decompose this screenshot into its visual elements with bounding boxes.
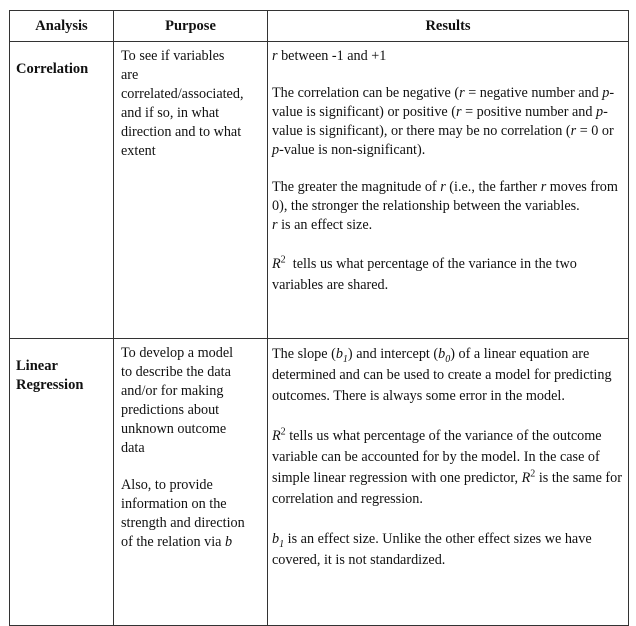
results-cell — [268, 42, 629, 339]
analysis-cell: Correlation — [10, 42, 114, 339]
table-row-correlation — [10, 42, 629, 339]
analysis-table — [9, 10, 629, 626]
purpose-cell: To see if variables are correlated/associated, and if so, in what direction and to what extent — [114, 42, 268, 339]
r2-text: $R^2$ tells us what percentage of the variance in the two variables are shared. — [272, 254, 577, 293]
sign-text: The correlation can be negative (r = negative number and p-value is significant) or positive (r = positive number and p-value is significant), or there may be no correlation (r = 0 or p-value is non-significant). — [272, 85, 615, 158]
b1-text: $b_1$ is an effect size. Unlike the other effect sizes we have covered, it is not standardized. — [272, 531, 592, 568]
slope-text: The slope $(b_1)$ and intercept $(b_0)$ of a linear equation are determined and can be used to create a model for predicting outcomes. There is always some error in the model. — [272, 346, 612, 404]
range-text: r between -1 and +1 — [272, 48, 387, 64]
table-row-regression — [10, 339, 629, 626]
magnitude-text: The greater the magnitude of r (i.e., the farther r moves from 0), the stronger the relationship between the variables. — [272, 179, 618, 214]
header-analysis: Analysis — [10, 11, 114, 42]
header-purpose: Purpose — [114, 11, 268, 42]
r2-text: $R^2$ tells us what percentage of the variance of the outcome variable can be accounted for by the model. In the case of simple linear regression with one predictor, $R^2$ is the same for correlation and regression. — [272, 426, 622, 507]
analysis-cell: Linear Regression — [10, 339, 114, 626]
results-cell — [268, 339, 629, 626]
effect-text: r is an effect size. — [272, 217, 373, 233]
header-results: Results — [268, 11, 629, 42]
header-row — [10, 11, 629, 42]
purpose-cell: To develop a model to describe the data and/or for making predictions about unknown outcome data Also, to provide information on the strength and direction of the relation via b — [114, 339, 268, 626]
